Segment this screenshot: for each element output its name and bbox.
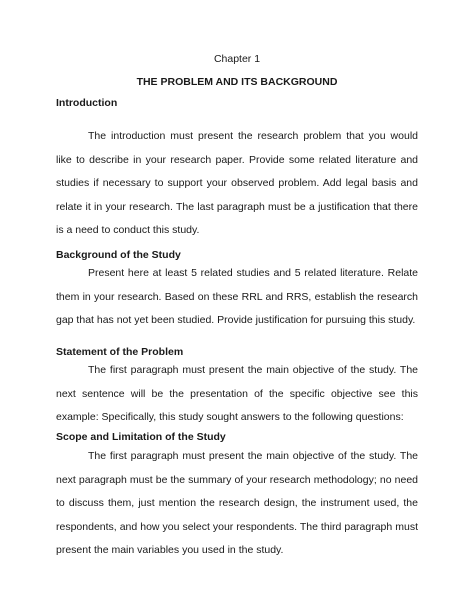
chapter-label: Chapter 1 — [213, 53, 261, 65]
section-heading-scope: Scope and Limitation of the Study — [56, 431, 226, 443]
section-paragraph-statement: The first paragraph must present the main objective of the study. The next sentence will be the presentation of the specific objective see this example: Specifically, this study sought answers to the following questions: — [56, 364, 418, 423]
section-heading-background: Background of the Study — [56, 249, 181, 261]
section-heading-introduction: Introduction — [56, 97, 118, 109]
section-paragraph-introduction: The introduction must present the research problem that you would like to describe in your research paper. Provide some related literature and studies if necessary to support your observed problem. Add legal basis and relate it in your research. The last paragraph must be a justification that there is a need to conduct this study. — [56, 130, 418, 236]
section-paragraph-background: Present here at least 5 related studies and 5 related literature. Relate them in your research. Based on these RRL and RRS, establish the research gap that has not yet been studied. Provide justification for pursuing this study. — [56, 267, 418, 326]
section-heading-statement: Statement of the Problem — [56, 346, 184, 358]
chapter-title: THE PROBLEM AND ITS BACKGROUND — [136, 76, 338, 88]
section-paragraph-scope: The first paragraph must present the main objective of the study. The next paragraph must be the summary of your research methodology; no need to discuss them, just mention the research design, the instrument used, the respondents, and how you select your respondents. The third paragraph must present the main variables you used in the study. — [56, 450, 418, 556]
